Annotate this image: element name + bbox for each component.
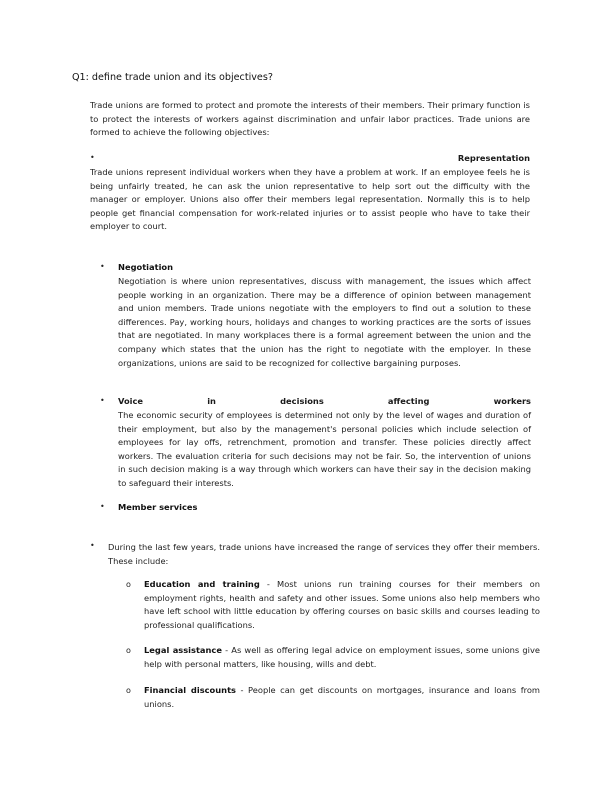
- service-legal-title: Legal assistance: [144, 645, 222, 655]
- bullet-negotiation: •: [100, 262, 105, 271]
- service-education-text: - Most unions run training courses for their members on employment rights, health and safety and other issues. Some unions also help members who have left school with little education by offering courses on basic skills and courses leading to professional qualifications.: [144, 579, 540, 630]
- voice-heading-word: affecting: [387, 396, 430, 406]
- voice-heading-word: workers: [493, 396, 531, 406]
- service-financial-title: Financial discounts: [144, 685, 236, 695]
- voice-heading-word: Voice: [118, 396, 144, 406]
- sub-bullet-financial: o: [126, 686, 131, 695]
- representation-paragraph: Trade unions represent individual workers when they have a problem at work. If an employee feels he is being unfairly treated, he can ask the union representative to help sort out the difficulty with the manager or employer. Unions also offer their members legal representation. Normally this is to help people get financial compensation for work-related injuries or to assist people who have to take their employer to court.: [90, 167, 530, 232]
- voice-heading-word: decisions: [280, 396, 324, 406]
- representation-heading: Representation: [457, 153, 530, 163]
- service-financial: [144, 684, 540, 711]
- voice-paragraph: The economic security of employees is determined not only by the level of wages and duration of their employment, but also by the management's personal policies which include selection of employees for lay offs, retrenchment, promotion and transfer. These policies directly affect workers. The evaluation criteria for such decisions may not be fair. So, the intervention of unions in such decision making is a way through which workers can have their say in the decision making to safeguard their interests.: [118, 410, 531, 488]
- voice-heading: [118, 396, 531, 406]
- service-education-title: Education and training: [144, 579, 260, 589]
- sub-bullet-education: o: [126, 580, 131, 589]
- member-services-heading: Member services: [118, 502, 198, 512]
- service-education: [144, 578, 540, 632]
- service-legal-text: - As well as offering legal advice on employment issues, some unions give help with personal matters, like housing, wills and debt.: [144, 645, 540, 669]
- service-financial-text: - People can get discounts on mortgages, insurance and loans from unions.: [144, 685, 541, 709]
- bullet-member-services: •: [100, 502, 105, 511]
- negotiation-heading: Negotiation: [118, 262, 174, 272]
- intro-paragraph: Trade unions are formed to protect and promote the interests of their members. Their primary function is to protect the interests of workers against discrimination and unfair labor practices. Trade unions are formed to achieve the following objectives:: [90, 100, 530, 138]
- service-legal: [144, 644, 540, 671]
- bullet-services-intro: •: [90, 541, 95, 550]
- bullet-voice: •: [100, 396, 105, 405]
- question-title: Q1: define trade union and its objectives?: [72, 72, 273, 83]
- negotiation-paragraph: Negotiation is where union representatives, discuss with management, the issues which affect people working in an organization. There may be a difference of opinion between management and union members. Trade unions negotiate with the employers to find out a solution to these differences. Pay, working hours, holidays and changes to working practices are the sorts of issues that are negotiated. In many workplaces there is a formal agreement between the union and the company which states that the union has the right to negotiate with the employer. In these organizations, unions are said to be recognized for collective bargaining purposes.: [118, 276, 531, 368]
- voice-heading-word: in: [207, 396, 216, 406]
- services-intro-paragraph: During the last few years, trade unions have increased the range of services they offer their members. These include:: [108, 542, 540, 566]
- sub-bullet-legal: o: [126, 646, 131, 655]
- bullet-representation: •: [90, 153, 95, 162]
